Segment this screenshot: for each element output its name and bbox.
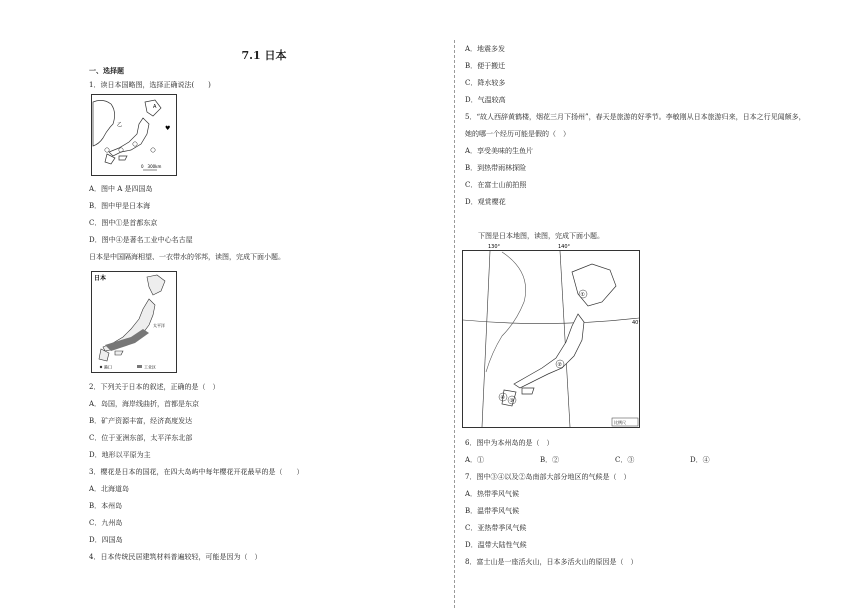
- q7-option-a: A．热带季风气候: [465, 490, 520, 498]
- svg-text:④: ④: [500, 395, 505, 401]
- intro-3: 下图是日本地图，读图，完成下面小题。: [478, 232, 604, 240]
- svg-text:♥: ♥: [165, 125, 171, 132]
- svg-text:130°: 130°: [488, 244, 501, 250]
- q4-option-c: C．降水较多: [465, 79, 506, 87]
- q3-option-b: B．本州岛: [89, 502, 123, 510]
- q1-option-b: B．图中甲是日本海: [89, 202, 151, 210]
- q5-option-b: B．到热带雨林探险: [465, 164, 527, 172]
- q2-stem: 2．下列关于日本的叙述，正确的是（ ）: [89, 383, 220, 391]
- q6-stem: 6．图中为本州岛的是（ ）: [465, 439, 554, 447]
- q8-stem: 8．富士山是一座活火山，日本多活火山的原因是（ ）: [465, 558, 638, 566]
- q5-option-d: D．观赏樱花: [465, 198, 506, 206]
- svg-text:工业区: 工业区: [144, 364, 156, 370]
- svg-text:日本: 日本: [94, 275, 107, 282]
- q3-option-c: C．九州岛: [89, 519, 123, 527]
- svg-text:乙: 乙: [117, 122, 123, 128]
- q7-option-c: C．亚热带季风气候: [465, 524, 527, 532]
- q4-option-b: B．便于搬迁: [465, 62, 506, 70]
- q4-option-d: D．气温较高: [465, 96, 506, 104]
- q1-japan-map: [91, 94, 177, 176]
- q6-option-b: B．②: [540, 456, 560, 464]
- svg-text:①: ①: [580, 292, 585, 298]
- q5-option-c: C．在富士山前拍照: [465, 181, 527, 189]
- svg-text:港口: 港口: [104, 364, 112, 370]
- svg-text:比例尺: 比例尺: [614, 420, 626, 425]
- svg-text:太平洋: 太平洋: [153, 323, 165, 328]
- q3-option-d: D．四国岛: [89, 536, 123, 544]
- svg-text:0 300km: 0 300km: [141, 164, 162, 169]
- q2-option-b: B．矿产资源丰富，经济高度发达: [89, 417, 193, 425]
- svg-text:②: ②: [557, 362, 562, 368]
- q6-option-c: C．③: [615, 456, 635, 464]
- q6-japan-map: [462, 242, 640, 428]
- q4-stem: 4．日本传统民居建筑材料普遍较轻，可能是因为（ ）: [89, 553, 262, 561]
- q2-option-a: A．岛国，海岸线曲折，首都是东京: [89, 400, 200, 408]
- q7-option-d: D．温带大陆性气候: [465, 541, 527, 549]
- svg-text:140°: 140°: [558, 244, 571, 250]
- q1-stem: 1．读日本国略图，选择正确说法( ): [89, 81, 211, 89]
- q1-option-a: A．图中 A 是四国岛: [89, 185, 153, 193]
- q3-stem: 3．樱花是日本的国花，在四大岛屿中每年樱花开花最早的是（ ）: [89, 468, 304, 476]
- q5-stem-line2: 她的哪一个经历可能是假的（ ）: [465, 130, 570, 138]
- page-title: 7.1 日本: [241, 49, 287, 62]
- q2-option-d: D．地形以平原为主: [89, 451, 151, 459]
- q6-option-d: D．④: [690, 456, 710, 464]
- column-divider: [454, 40, 455, 608]
- q5-stem-line1: 5．“故人西辞黄鹤楼，烟花三月下扬州”，春天是旅游的好季节。李敏刚从日本旅游归来，日本之行见闻颇多，: [465, 113, 806, 121]
- svg-text:③: ③: [509, 398, 514, 404]
- q5-option-a: A．享受美味的生鱼片: [465, 147, 534, 155]
- q6-option-a: A．①: [465, 456, 485, 464]
- q7-stem: 7．图中③④以及②岛南部大部分地区的气候是（ ）: [465, 473, 631, 481]
- section-heading: 一、选择题: [89, 66, 124, 75]
- svg-text:A: A: [153, 104, 157, 110]
- q3-option-a: A．北海道岛: [89, 485, 130, 493]
- q1-option-d: D．图中④是著名工业中心名古屋: [89, 236, 193, 244]
- q7-option-b: B．温带季风气候: [465, 507, 520, 515]
- q2-option-c: C．位于亚洲东部，太平洋东北部: [89, 434, 193, 442]
- q2-japan-map: [91, 271, 177, 373]
- q1-option-c: C．图中①是首都东京: [89, 219, 158, 227]
- svg-text:40°: 40°: [632, 320, 640, 326]
- q4-option-a: A．地震多发: [465, 45, 506, 53]
- intro-2: 日本是中国隔海相望、一衣带水的邻邦，读图，完成下面小题。: [89, 253, 285, 261]
